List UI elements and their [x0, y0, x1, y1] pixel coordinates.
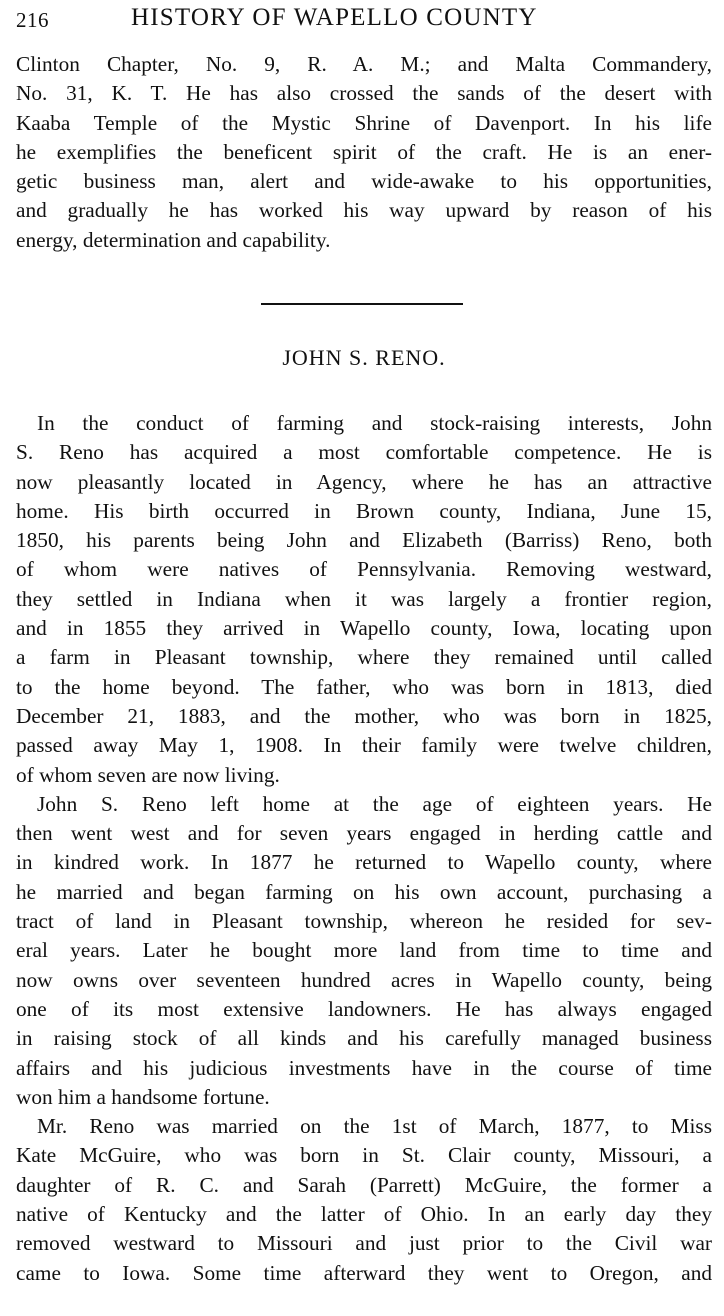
text-line: 1850, his parents being John and Elizabeth (Barriss) Reno, both — [16, 528, 712, 553]
section-title: JOHN S. RENO. — [282, 345, 446, 370]
text-line: one of its most extensive landowners. He has always engaged — [16, 996, 712, 1021]
intro-paragraph — [16, 50, 712, 255]
text-line: of whom were natives of Pennsylvania. Removing westward, — [16, 557, 712, 582]
text-line: now pleasantly located in Agency, where he has an attractive — [16, 469, 712, 494]
text-line: eral years. Later he bought more land from time to time and — [16, 938, 712, 963]
paragraph — [16, 409, 712, 790]
section-body — [16, 409, 712, 1288]
page-header — [16, 0, 712, 40]
text-line: he exemplifies the beneficent spirit of the craft. He is an ener- — [16, 139, 712, 164]
text-line: daughter of R. C. and Sarah (Parrett) McGuire, the former a — [16, 1172, 712, 1197]
text-line: then went west and for seven years engaged in herding cattle and — [16, 821, 712, 846]
text-line: December 21, 1883, and the mother, who was born in 1825, — [16, 703, 712, 728]
text-line: S. Reno has acquired a most comfortable competence. He is — [16, 440, 712, 465]
text-line: won him a handsome fortune. — [16, 1084, 270, 1109]
text-line: getic business man, alert and wide-awake to his opportunities, — [16, 169, 712, 194]
text-line: now owns over seventeen hundred acres in Wapello county, being — [16, 967, 712, 992]
text-line: energy, determination and capability. — [16, 227, 331, 252]
text-line: Kate McGuire, who was born in St. Clair county, Missouri, a — [16, 1143, 712, 1168]
text-line: In the conduct of farming and stock-raising interests, John — [37, 411, 712, 435]
text-line: he married and began farming on his own account, purchasing a — [16, 879, 712, 904]
book-page — [16, 0, 712, 1285]
text-line: removed westward to Missouri and just prior to the Civil war — [16, 1231, 712, 1256]
text-line: and in 1855 they arrived in Wapello county, Iowa, locating upon — [16, 616, 712, 641]
text-line: in kindred work. In 1877 he returned to Wapello county, where — [16, 850, 712, 875]
text-line: of whom seven are now living. — [16, 762, 280, 787]
text-line: John S. Reno left home at the age of eighteen years. He — [37, 791, 712, 816]
text-line: and gradually he has worked his way upward by reason of his — [16, 198, 712, 223]
text-line: No. 31, K. T. He has also crossed the sands of the desert with — [16, 81, 712, 106]
text-line: Mr. Reno was married on the 1st of March, 1877, to Miss — [37, 1114, 712, 1139]
paragraph — [16, 1112, 712, 1288]
text-line: came to Iowa. Some time afterward they went to Oregon, and — [16, 1260, 712, 1285]
text-line: a farm in Pleasant township, where they remained until called — [16, 645, 712, 670]
text-line: Kaaba Temple of the Mystic Shrine of Davenport. In his life — [16, 110, 712, 135]
text-line: home. His birth occurred in Brown county, Indiana, June 15, — [16, 498, 712, 523]
text-line: to the home beyond. The father, who was born in 1813, died — [16, 674, 712, 699]
text-line: affairs and his judicious investments have in the course of time — [16, 1055, 712, 1080]
text-line: Clinton Chapter, No. 9, R. A. M.; and Malta Commandery, — [16, 52, 712, 76]
text-line: passed away May 1, 1908. In their family were twelve children, — [16, 733, 712, 758]
page-number: 216 — [16, 8, 49, 32]
section-divider — [261, 303, 463, 305]
text-line: they settled in Indiana when it was largely a frontier region, — [16, 586, 712, 611]
text-line: tract of land in Pleasant township, whereon he resided for sev- — [16, 909, 712, 934]
paragraph — [16, 790, 712, 1112]
text-line: in raising stock of all kinds and his carefully managed business — [16, 1026, 712, 1051]
running-head: HISTORY OF WAPELLO COUNTY — [131, 4, 538, 31]
text-line: native of Kentucky and the latter of Ohio. In an early day they — [16, 1202, 712, 1227]
